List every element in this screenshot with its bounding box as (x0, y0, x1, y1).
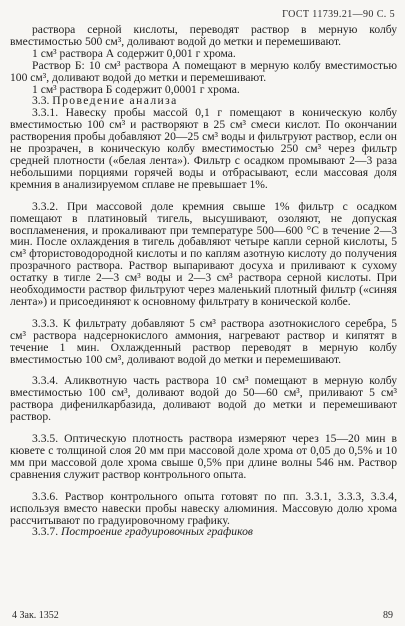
item-paragraph: 3.3.1. Навеску пробы массой 0,1 г помещают в коническую колбу вместимостью 100 см³ и растворяют в 25 см³ смеси кислот. По окончании растворения пробы добавляют 20—25 см³ воды и фильтруют раствор, если он не прозрачен, в коническую колбу вместимостью 250 см³ через фильтр средней плотности («белая лента»). Фильтр с осадком промывают 2—3 раза небольшими порциями горячей воды и отбрасывают, если массовая доля кремния в анализируемом сплаве не превышает 1%. (10, 106, 397, 191)
page-header: ГОСТ 11739.21—90 С. 5 (282, 9, 395, 20)
subsection-title: Построение градуировочных графиков (61, 525, 253, 539)
paragraph: раствора серной кислоты, переводят раствор в мерную колбу вместимостью 500 см³, доливают водой до метки и перемешивают. (10, 23, 397, 48)
paragraph: 1 см³ раствора А содержит 0,001 г хрома. (32, 46, 236, 60)
subsection-heading (10, 526, 397, 538)
paragraph: Раствор Б: 10 см³ раствора А помещают в мерную колбу вместимостью 100 см³, доливают водой до метки и перемешивают. (10, 58, 397, 84)
section-number: 3.3. (32, 94, 50, 108)
item-paragraph: 3.3.3. К фильтрату добавляют 5 см³ раствора азотнокислого серебра, 5 см³ раствора надсернокислого аммония, нагревают раствор и кипятят в течение 1 мин. Охлажденный раствор переводят в мерную колбу вместимостью 100 см³, доливают водой до метки и перемешивают. (10, 316, 397, 366)
print-order-mark: 4 Зак. 1352 (12, 610, 59, 621)
paragraph: 1 см³ раствора Б содержит 0,0001 г хрома. (32, 82, 240, 96)
item-paragraph: 3.3.5. Оптическую плотность раствора измеряют через 15—20 мин в кювете с толщиной слоя 20 мм при массовой доле хрома от 0,05 до 0,5% и 10 мм при массовой доле хрома свыше 0,5% при длине волны 546 нм. Раствор сравнения служит раствор контрольного опыта. (10, 432, 397, 481)
subsection-number: 3.3.7. (32, 525, 59, 539)
page-number: 89 (383, 610, 393, 621)
section-title: Проведение анализа (52, 94, 178, 108)
document-body (10, 24, 397, 538)
item-paragraph: 3.3.6. Раствор контрольного опыта готовят по пп. 3.3.1, 3.3.3, 3.3.4, используя вместо навески пробы навеску алюминия. Массовую долю хрома рассчитывают по градуировочному графику. (10, 489, 397, 527)
item-paragraph: 3.3.2. При массовой доле кремния свыше 1% фильтр с осадком помещают в платиновый тигель, высушивают, озоляют, не допуская воспламенения, и прокаливают при температуре 500—600 °С в течение 2—3 мин. После охлаждения в тигель добавляют четыре капли серной кислоты, 5 см³ фтористоводородной кислоты и по каплям азотную кислоту до получения прозрачного раствора. Раствор выпаривают досуха и приливают к сухому остатку в тигле 2—3 см³ воды и 2—3 см³ раствора серной кислоты. При необходимости раствор фильтруют через маленький плотный фильтр («синяя лента») и присоединяют к основному фильтрату в конической колбе. (10, 199, 397, 308)
item-paragraph: 3.3.4. Аликвотную часть раствора 10 см³ помещают в мерную колбу вместимостью 100 см³, доливают водой до 50—60 см³, приливают 5 см³ раствора дифенилкарбазида, доливают водой до метки и перемешивают раствор. (10, 374, 397, 424)
